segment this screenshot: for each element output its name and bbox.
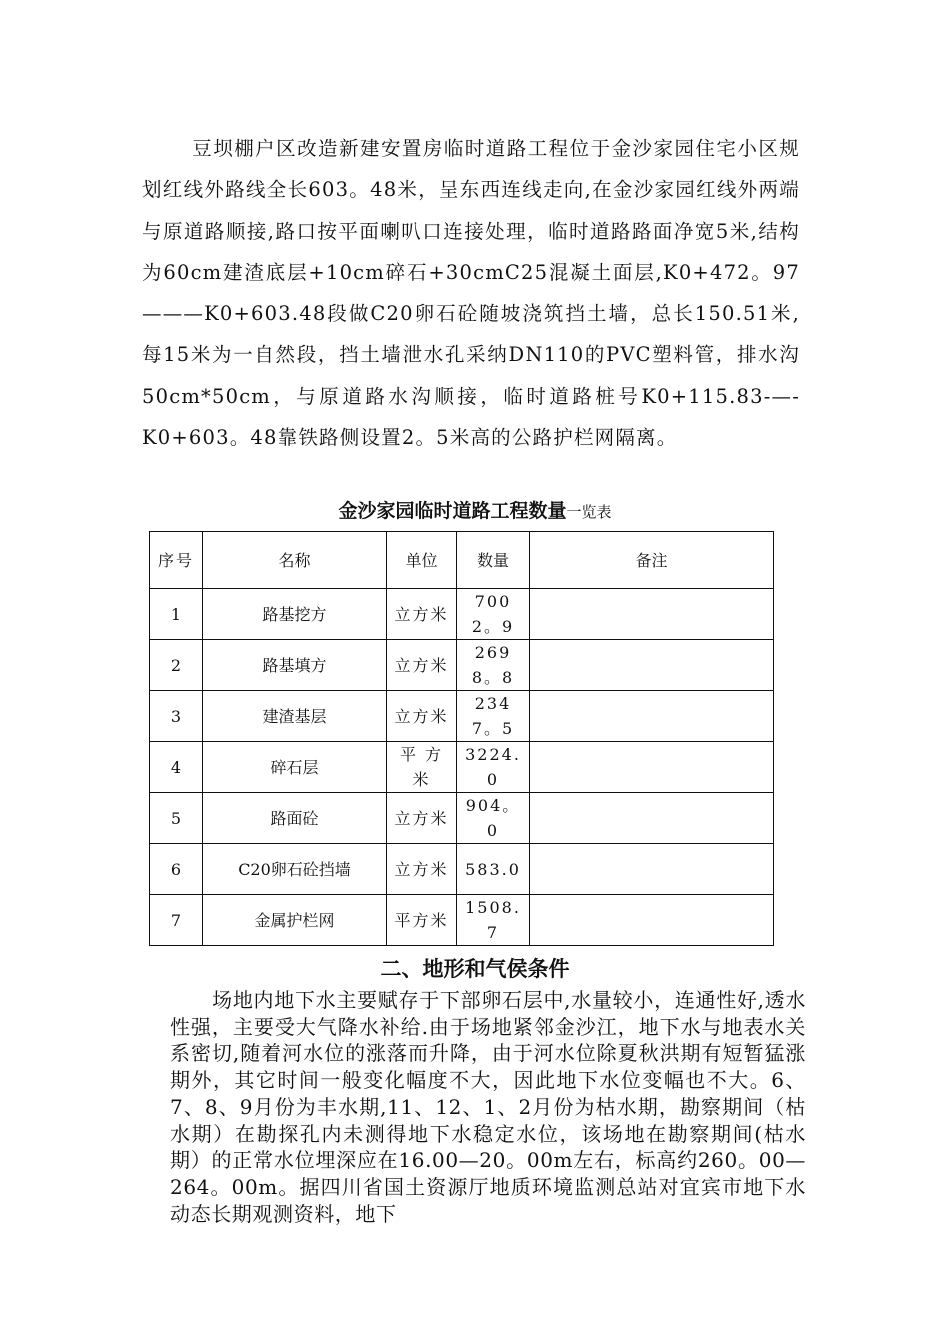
- cell-quantity: 2698。8: [457, 640, 530, 691]
- cell-index: 2: [150, 640, 203, 691]
- cell-index: 7: [150, 895, 203, 946]
- cell-quantity: 2347。5: [457, 691, 530, 742]
- table-header-row: [150, 532, 774, 589]
- table-row: [150, 844, 774, 895]
- project-description-text: 豆坝棚户区改造新建安置房临时道路工程位于金沙家园住宅小区规划红线外路线全长603。48米，呈东西连线走向,在金沙家园红线外两端与原道路顺接,路口按平面喇叭口连接处理，临时道路路面净宽5米,结构为60cm建渣底层+10cm碎石+30cmC25混凝土面层,K0+472。97———K0+603.48段做C20卵石砼随坡浇筑挡土墙，总长150.51米,每15米为一自然段，挡土墙泄水孔采纳DN110的PVC塑料管，排水沟50cm*50cm，与原道路水沟顺接，临时道路桩号K0+115.83-—-K0+603。48靠铁路侧设置2。5米高的公路护栏网隔离。: [142, 137, 800, 450]
- table-row: [150, 742, 774, 793]
- header-name: 名称: [203, 532, 387, 589]
- cell-remark: [530, 589, 774, 640]
- header-index: 序号: [150, 532, 203, 589]
- cell-unit: 立方米: [387, 691, 457, 742]
- cell-unit: 立方米: [387, 793, 457, 844]
- table-title: [0, 496, 950, 523]
- cell-quantity: 904。0: [457, 793, 530, 844]
- cell-remark: [530, 742, 774, 793]
- cell-name: C20卵石砼挡墙: [203, 844, 387, 895]
- table-title-suffix: 一览表: [566, 503, 612, 521]
- project-description-paragraph: [142, 128, 800, 458]
- table-row: [150, 589, 774, 640]
- cell-quantity: 3224.0: [457, 742, 530, 793]
- cell-index: 6: [150, 844, 203, 895]
- table-row: [150, 793, 774, 844]
- cell-unit: 平方米: [387, 895, 457, 946]
- cell-unit: 平 方米: [387, 742, 457, 793]
- cell-quantity: 1508.7: [457, 895, 530, 946]
- cell-index: 5: [150, 793, 203, 844]
- table-row: [150, 691, 774, 742]
- cell-name: 金属护栏网: [203, 895, 387, 946]
- cell-remark: [530, 844, 774, 895]
- table-row: [150, 640, 774, 691]
- cell-index: 4: [150, 742, 203, 793]
- cell-remark: [530, 793, 774, 844]
- quantity-table: [149, 531, 774, 946]
- cell-index: 1: [150, 589, 203, 640]
- cell-name: 建渣基层: [203, 691, 387, 742]
- cell-unit: 立方米: [387, 589, 457, 640]
- cell-index: 3: [150, 691, 203, 742]
- section-heading: 二、地形和气侯条件: [380, 956, 570, 981]
- cell-name: 路面砼: [203, 793, 387, 844]
- table-row: [150, 895, 774, 946]
- cell-name: 路基填方: [203, 640, 387, 691]
- table-title-main: 金沙家园临时道路工程数量: [338, 500, 567, 522]
- header-unit: 单位: [387, 532, 457, 589]
- cell-remark: [530, 691, 774, 742]
- cell-quantity: 7002。9: [457, 589, 530, 640]
- cell-name: 碎石层: [203, 742, 387, 793]
- header-remark: 备注: [530, 532, 774, 589]
- cell-remark: [530, 640, 774, 691]
- cell-quantity: 583.0: [457, 844, 530, 895]
- terrain-climate-paragraph: [170, 987, 806, 1227]
- terrain-climate-text: 场地内地下水主要赋存于下部卵石层中,水量较小，连通性好,透水性强，主要受大气降水补给.由于场地紧邻金沙江，地下水与地表水关系密切,随着河水位的涨落而升降，由于河水位除夏秋洪期有短暂猛涨期外，其它时间一般变化幅度不大，因此地下水位变幅也不大。6、7、8、9月份为丰水期,11、12、1、2月份为枯水期，勘察期间（枯水期）在勘探孔内未测得地下水稳定水位，该场地在勘察期间(枯水期）的正常水位埋深应在16.00—20。00m左右，标高约260。00—264。00m。据四川省国土资源厅地质环境监测总站对宜宾市地下水动态长期观测资料，地下: [170, 988, 806, 1226]
- cell-remark: [530, 895, 774, 946]
- header-quantity: 数量: [457, 532, 530, 589]
- cell-unit: 立方米: [387, 844, 457, 895]
- cell-unit: 立方米: [387, 640, 457, 691]
- cell-name: 路基挖方: [203, 589, 387, 640]
